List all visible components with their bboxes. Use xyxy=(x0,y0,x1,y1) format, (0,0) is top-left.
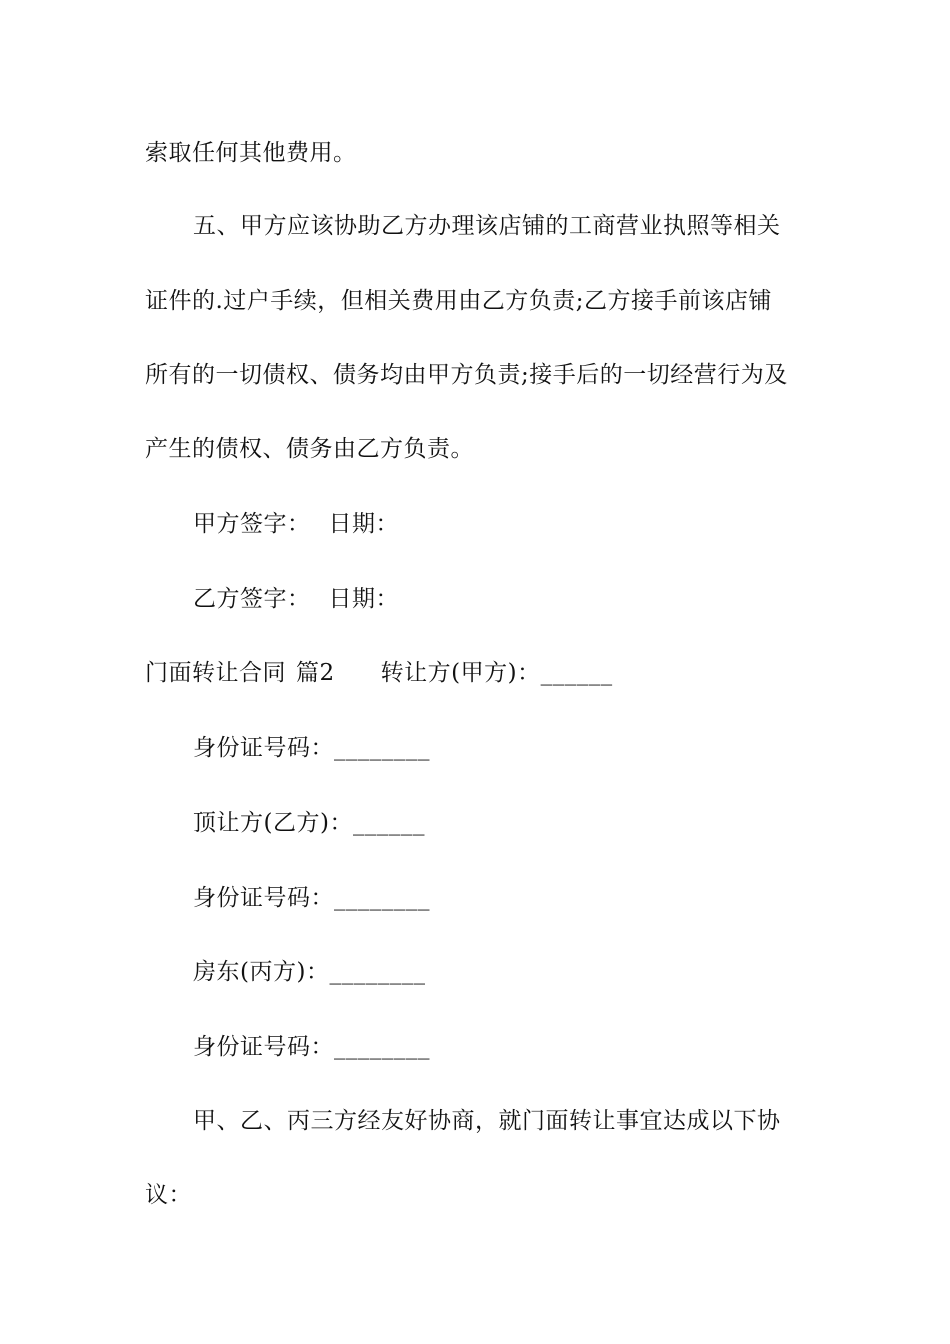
landlord-id-field: 身份证号码：________ xyxy=(193,1034,430,1060)
transferor-id-field: 身份证号码：________ xyxy=(193,735,430,761)
agreement-intro-line: 甲、乙、丙三方经友好协商，就门面转让事宜达成以下协 xyxy=(193,1108,781,1134)
clause-5-line: 产生的债权、债务由乙方负责。 xyxy=(145,436,474,462)
contract-heading-line xyxy=(145,658,613,688)
clause-5-line: 五、甲方应该协助乙方办理该店铺的工商营业执照等相关 xyxy=(193,213,781,239)
contract-part-number: 篇2 xyxy=(296,660,335,686)
landlord-field: 房东(丙方)：________ xyxy=(193,959,426,985)
clause-5-line: 证件的.过户手续，但相关费用由乙方负责;乙方接手前该店铺 xyxy=(145,288,773,314)
transferee-field: 顶让方(乙方)：______ xyxy=(193,810,425,836)
text-line: 索取任何其他费用。 xyxy=(145,140,357,166)
party-b-signature-line xyxy=(193,584,399,614)
agreement-intro-line: 议： xyxy=(145,1182,192,1208)
party-b-signature-label: 乙方签字： xyxy=(193,586,311,612)
party-a-date-label: 日期： xyxy=(328,511,399,537)
transferor-field: 转让方(甲方)：______ xyxy=(380,660,613,686)
party-a-signature-line xyxy=(193,509,399,539)
transferee-id-field: 身份证号码：________ xyxy=(193,885,430,911)
clause-5-line: 所有的一切债权、债务均由甲方负责;接手后的一切经营行为及 xyxy=(145,362,788,388)
party-b-date-label: 日期： xyxy=(328,586,399,612)
contract-title: 门面转让合同 xyxy=(145,660,286,686)
party-a-signature-label: 甲方签字： xyxy=(193,511,311,537)
